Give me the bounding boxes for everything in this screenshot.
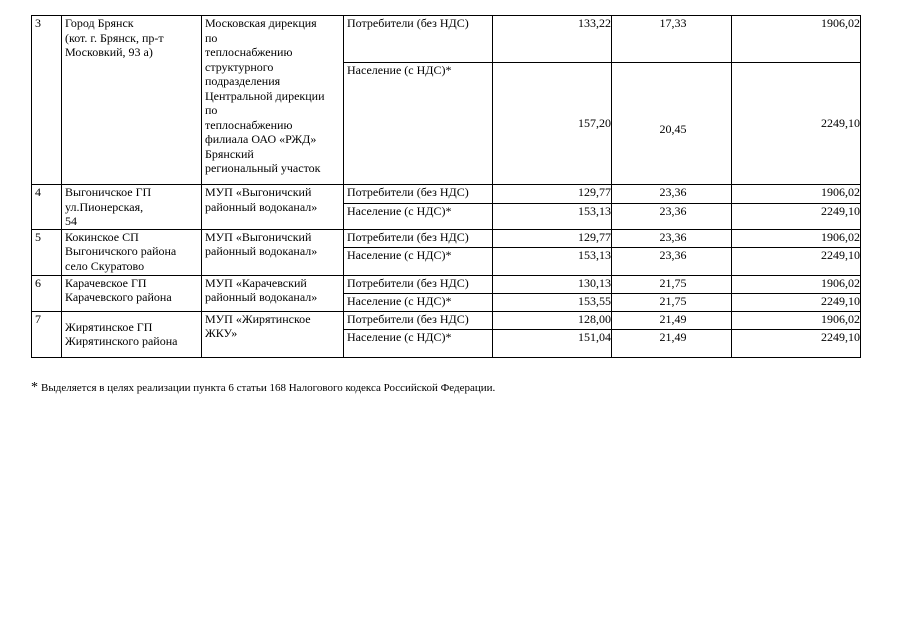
tariff-value: 129,77 <box>493 185 612 204</box>
locality-cell: Кокинское СП Выгоничского района село Скуратово <box>62 229 202 275</box>
tariff-value: 1906,02 <box>732 311 861 329</box>
organization-cell: МУП «Выгоничский районный водоканал» <box>202 185 344 230</box>
footnote <box>31 381 495 395</box>
tariff-value: 1906,02 <box>732 16 861 63</box>
table-row <box>32 16 861 63</box>
tariff-value: 133,22 <box>493 16 612 63</box>
consumer-category: Население (с НДС)* <box>344 329 493 357</box>
tariff-value: 21,75 <box>612 293 732 311</box>
tariff-value: 153,13 <box>493 247 612 275</box>
tariff-value: 20,45 <box>612 63 732 185</box>
table-row <box>32 229 861 247</box>
footnote-text: Выделяется в целях реализации пункта 6 статьи 168 Налогового кодекса Российской Федерации. <box>41 382 496 394</box>
tariff-value: 128,00 <box>493 311 612 329</box>
tariff-value: 2249,10 <box>732 63 861 185</box>
tariff-value: 21,75 <box>612 275 732 293</box>
tariff-value: 2249,10 <box>732 293 861 311</box>
consumer-category: Потребители (без НДС) <box>344 185 493 204</box>
organization-cell: МУП «Карачевский районный водоканал» <box>202 275 344 311</box>
tariff-value: 157,20 <box>493 63 612 185</box>
consumer-category: Население (с НДС)* <box>344 247 493 275</box>
locality-cell: Жирятинское ГП Жирятинского района <box>62 311 202 357</box>
tariff-value: 130,13 <box>493 275 612 293</box>
row-number: 3 <box>32 16 62 185</box>
organization-cell: МУП «Жирятинское ЖКУ» <box>202 311 344 357</box>
consumer-category: Потребители (без НДС) <box>344 311 493 329</box>
consumer-category: Население (с НДС)* <box>344 293 493 311</box>
row-number: 4 <box>32 185 62 230</box>
row-number: 6 <box>32 275 62 311</box>
consumer-category: Потребители (без НДС) <box>344 16 493 63</box>
consumer-category: Потребители (без НДС) <box>344 229 493 247</box>
locality-cell: Город Брянск (кот. г. Брянск, пр-т Московкий, 93 а) <box>62 16 202 185</box>
consumer-category: Население (с НДС)* <box>344 63 493 185</box>
table-row <box>32 311 861 329</box>
locality-cell: Карачевское ГП Карачевского района <box>62 275 202 311</box>
tariff-value: 2249,10 <box>732 247 861 275</box>
tariff-value: 153,55 <box>493 293 612 311</box>
consumer-category: Потребители (без НДС) <box>344 275 493 293</box>
tariff-value: 23,36 <box>612 229 732 247</box>
table-row <box>32 275 861 293</box>
tariff-value: 1906,02 <box>732 185 861 204</box>
tariff-value: 23,36 <box>612 204 732 229</box>
tariff-value: 2249,10 <box>732 329 861 357</box>
row-number: 7 <box>32 311 62 357</box>
tariff-value: 17,33 <box>612 16 732 63</box>
organization-cell: Московская дирекция по теплоснабжению структурного подразделения Центральной дирекции по теплоснабжению филиала ОАО «РЖД» Брянский региональный участок <box>202 16 344 185</box>
tariff-value: 129,77 <box>493 229 612 247</box>
tariff-value: 151,04 <box>493 329 612 357</box>
row-number: 5 <box>32 229 62 275</box>
tariff-value: 23,36 <box>612 185 732 204</box>
organization-cell: МУП «Выгоничский районный водоканал» <box>202 229 344 275</box>
tariff-value: 2249,10 <box>732 204 861 229</box>
footnote-mark: * <box>31 380 38 395</box>
tariff-value: 1906,02 <box>732 229 861 247</box>
tariff-value: 21,49 <box>612 329 732 357</box>
table-row <box>32 185 861 204</box>
tariff-value: 23,36 <box>612 247 732 275</box>
tariff-value: 21,49 <box>612 311 732 329</box>
tariff-value: 1906,02 <box>732 275 861 293</box>
tariff-value: 153,13 <box>493 204 612 229</box>
consumer-category: Население (с НДС)* <box>344 204 493 229</box>
locality-cell: Выгоничское ГП ул.Пионерская, 54 <box>62 185 202 230</box>
tariff-table <box>31 15 861 358</box>
